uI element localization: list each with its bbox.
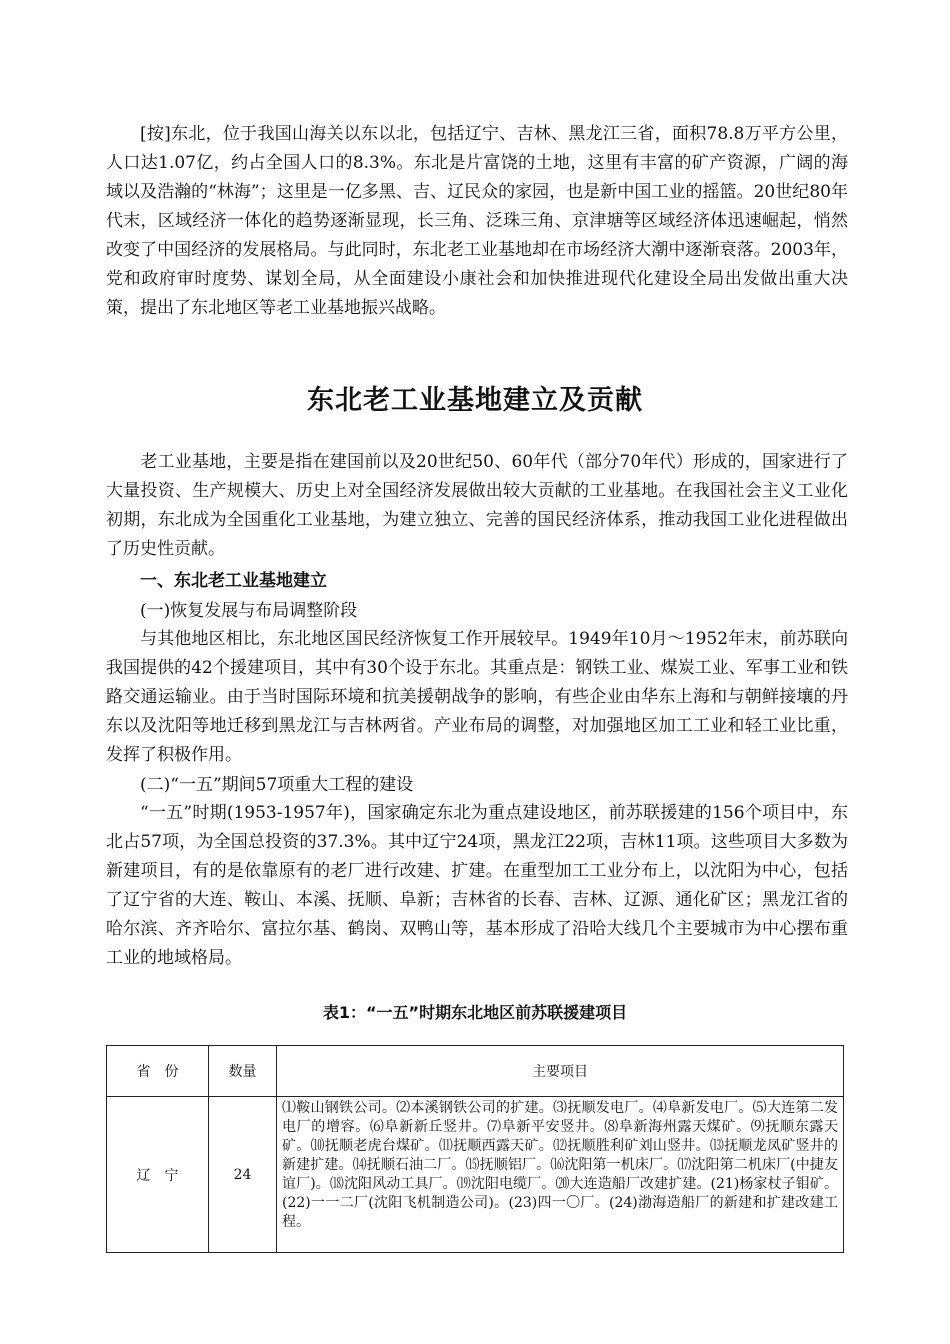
heading-level2-five-year-plan: (二)“一五”期间57项重大工程的建设: [140, 775, 414, 795]
table-caption: 表1：“一五”时期东北地区前苏联援建项目: [322, 1003, 628, 1022]
table-header-row: [107, 1046, 844, 1097]
heading-level1: 一、东北老工业基地建立: [140, 571, 327, 591]
cell-count: 24: [209, 1097, 277, 1253]
cell-projects: ⑴鞍山钢铁公司。⑵本溪钢铁公司的扩建。⑶抚顺发电厂。⑷阜新发电厂。⑸大连第二发电厂的增容。⑹阜新新丘竖井。⑺阜新平安竖井。⑻阜新海州露天煤矿。⑼抚顺东露天矿。⑽抚顺老虎台煤矿。⑾抚顺西露天矿。⑿抚顺胜利矿刘山竖井。⒀抚顺龙凤矿竖井的新建扩建。⒁抚顺石油二厂。⒂抚顺铝厂。⒃沈阳第一机床厂。⒄沈阳第二机床厂(中捷友谊厂)。⒅沈阳风动工具厂。⒆沈阳电缆厂。⒇大连造船厂改建扩建。(21)杨家杖子钼矿。(22)一一二厂(沈阳飞机制造公司)。(23)四一〇厂。(24)渤海造船厂的新建和扩建改建工程。: [277, 1097, 844, 1253]
section-title: 东北老工业基地建立及贡献: [307, 385, 643, 416]
recovery-paragraph: [106, 625, 848, 770]
editor-note-text: [按]东北，位于我国山海关以东以北，包括辽宁、吉林、黑龙江三省，面积78.8万平方公里，人口达1.07亿，约占全国人口的8.3%。东北是片富饶的土地，这里有丰富的矿产资源，广阔的海域以及浩瀚的“林海”；这里是一亿多黑、吉、辽民众的家园，也是新中国工业的摇篮。20世纪80年代末，区域经济一体化的趋势逐渐显现，长三角、泛珠三角、京津塘等区域经济体迅速崛起，悄然改变了中国经济的发展格局。与此同时，东北老工业基地却在市场经济大潮中逐渐衰落。2003年，党和政府审时度势、谋划全局，从全面建设小康社会和加快推进现代化建设全局出发做出重大决策，提出了东北地区等老工业基地振兴战略。: [106, 124, 848, 318]
projects-table: [106, 1045, 844, 1253]
recovery-text: 与其他地区相比，东北地区国民经济恢复工作开展较早。1949年10月～1952年末，前苏联向我国提供的42个援建项目，其中有30个设于东北。其重点是：钢铁工业、煤炭工业、军事工业和铁路交通运输业。由于当时国际环境和抗美援朝战争的影响，有些企业由华东上海和与朝鲜接壤的丹东以及沈阳等地迁移到黑龙江与吉林两省。产业布局的调整，对加强地区加工工业和轻工业比重，发挥了积极作用。: [106, 629, 848, 765]
intro-text: 老工业基地，主要是指在建国前以及20世纪50、60年代（部分70年代）形成的，国家进行了大量投资、生产规模大、历史上对全国经济发展做出较大贡献的工业基地。在我国社会主义工业化初期，东北成为全国重化工业基地，为建立独立、完善的国民经济体系，推动我国工业化进程做出了历史性贡献。: [106, 452, 848, 559]
intro-paragraph: [106, 448, 848, 564]
table-row: [107, 1097, 844, 1253]
five-year-plan-paragraph: [106, 799, 848, 973]
header-main-projects: 主要项目: [277, 1046, 844, 1097]
header-province: 省 份: [107, 1046, 209, 1097]
heading-level2-recovery: (一)恢复发展与布局调整阶段: [140, 601, 358, 621]
header-count: 数量: [209, 1046, 277, 1097]
cell-province: 辽 宁: [107, 1097, 209, 1253]
editor-note-paragraph: [106, 120, 848, 360]
five-year-plan-text: “一五”时期(1953-1957年)，国家确定东北为重点建设地区，前苏联援建的156个项目中，东北占57项，为全国总投资的37.3%。其中辽宁24项，黑龙江22项，吉林11项。这些项目大多数为新建项目，有的是依靠原有的老厂进行改建、扩建。在重型加工工业分布上，以沈阳为中心，包括了辽宁省的大连、鞍山、本溪、抚顺、阜新；吉林省的长春、吉林、辽源、通化矿区；黑龙江省的哈尔滨、齐齐哈尔、富拉尔基、鹤岗、双鸭山等，基本形成了沿哈大线几个主要城市为中心摆布重工业的地域格局。: [106, 803, 848, 968]
